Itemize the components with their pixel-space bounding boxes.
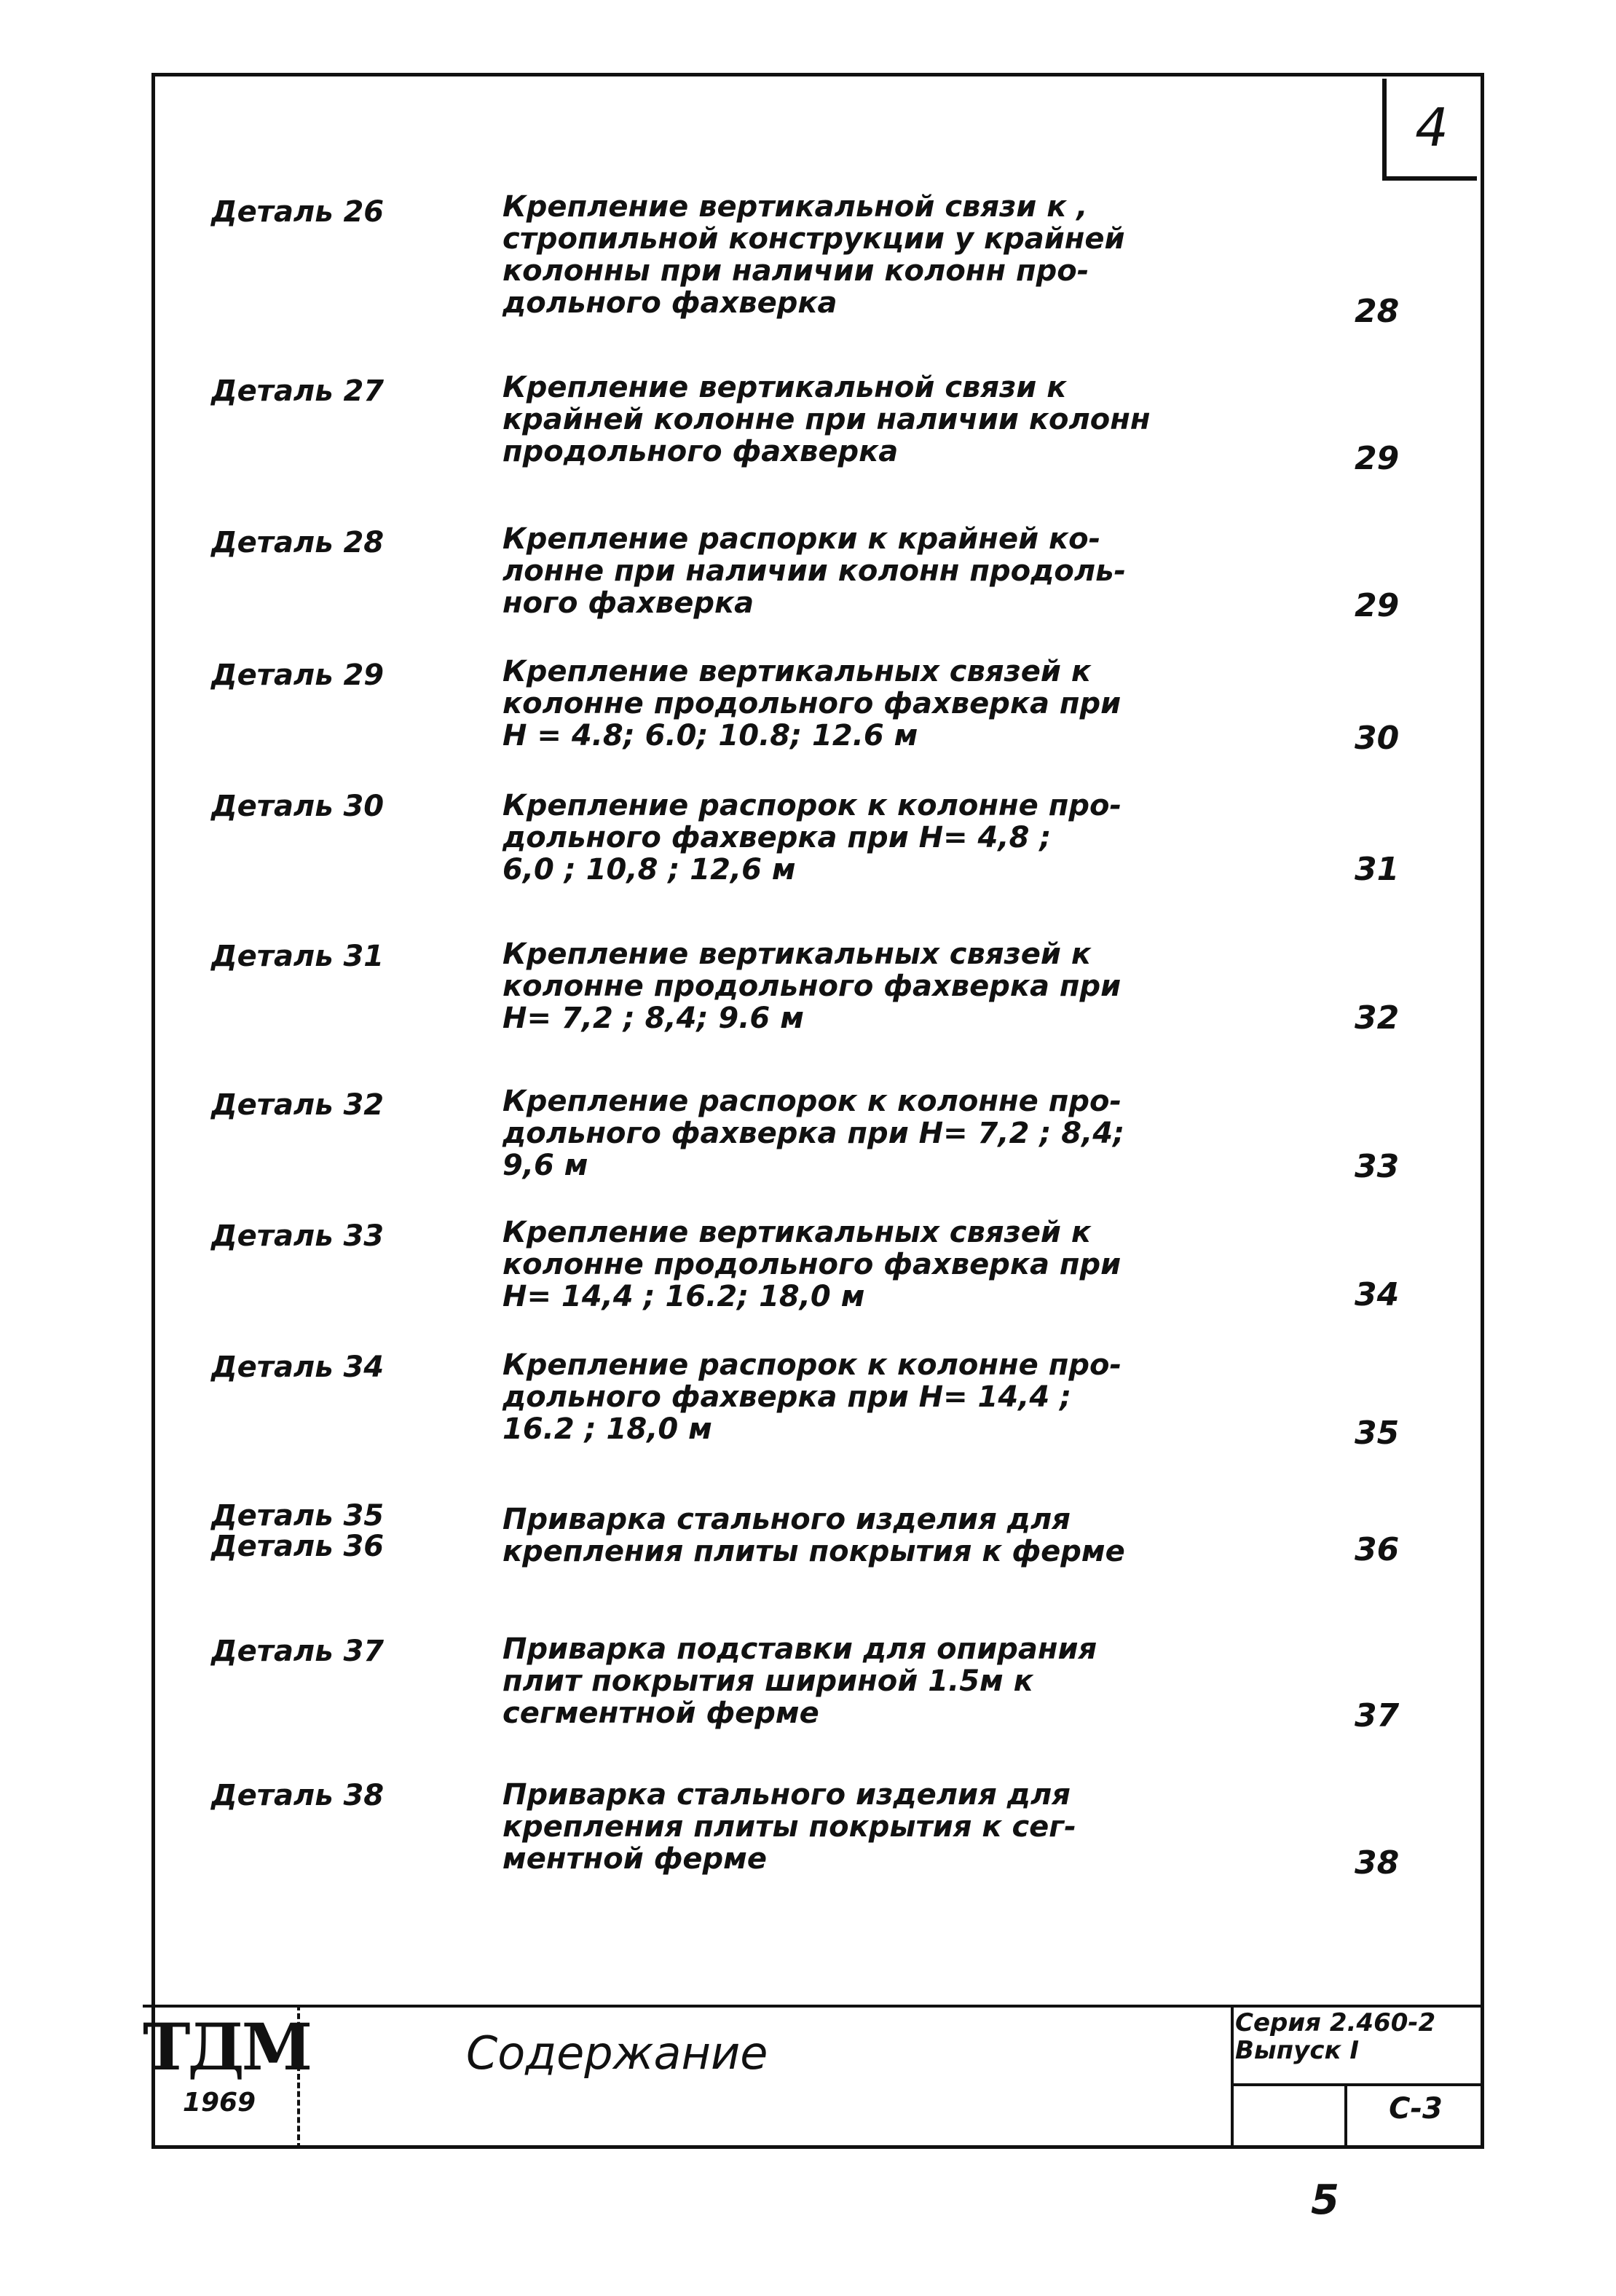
entry-label: Деталь 30 [211,790,385,823]
entry-page-number: 32 [1355,999,1400,1037]
entry-description [502,1085,1311,1182]
entry-line: ного фахверка [502,586,754,620]
entry-line: колонны при наличии колонн про- [502,254,1089,288]
bottom-page-number: 5 [1311,2177,1339,2224]
entry-description [502,1633,1311,1729]
entry-line: Крепление распорок к колонне про- [502,1348,1122,1382]
entry-label: Деталь 26 [211,195,385,229]
entry-line: Крепление вертикальных связей к [502,1216,1091,1249]
logo-year: 1969 [182,2088,256,2118]
series-info [1235,2009,1435,2064]
entry-page-number: 33 [1355,1148,1400,1185]
entry-description [502,790,1311,886]
series-number: Серия 2.460-2 [1235,2008,1436,2037]
entry-line: Н= 7,2 ; 8,4; 9.6 м [502,1002,804,1035]
entry-line: 6,0 ; 10,8 ; 12,6 м [502,853,796,886]
entry-page-number: 30 [1355,720,1400,757]
entry-line: колонне продольного фахверка при [502,970,1122,1003]
entry-page-number: 29 [1355,587,1400,624]
entry-line: продольного фахверка [502,435,899,468]
entry-line: Крепление вертикальных связей к [502,937,1091,971]
entry-label: Деталь 27 [211,374,385,408]
entry-line: Крепление распорок к колонне про- [502,1085,1122,1118]
entry-description [502,1216,1311,1313]
entry-line: сегментной ферме [502,1697,819,1730]
entry-line: Н = 4.8; 6.0; 10.8; 12.6 м [502,719,918,752]
entry-page-number: 31 [1355,851,1400,888]
entry-label: Деталь 38 [211,1779,385,1812]
entry-description [502,371,1311,468]
entry-line: колонне продольного фахверка при [502,687,1122,720]
entry-page-number: 38 [1355,1844,1400,1882]
sheet-number: 4 [1382,79,1477,181]
entry-line: 16.2 ; 18,0 м [502,1412,712,1446]
entry-label: Деталь 31 [211,940,385,973]
entry-label: Деталь 35 Деталь 36 [211,1499,385,1563]
entry-page-number: 28 [1355,293,1400,330]
entry-line: Приварка стального изделия для [502,1778,1071,1812]
title-block-divider [1231,2005,1234,2149]
entry-description [502,1349,1311,1445]
title-block-divider [1231,2083,1484,2086]
entry-line: Крепление вертикальной связи к [502,371,1067,404]
entry-line: Приварка стального изделия для [502,1503,1071,1536]
entry-line: дольного фахверка при Н= 7,2 ; 8,4; [502,1117,1125,1150]
entry-line: крепления плиты покрытия к ферме [502,1535,1125,1568]
entry-line: крепления плиты покрытия к сег- [502,1810,1076,1844]
entry-label: Деталь 29 [211,658,385,692]
entry-label: Деталь 34 [211,1351,385,1384]
entry-line: 9,6 м [502,1149,588,1182]
entry-line: Крепление распорок к колонне про- [502,789,1122,822]
entry-description [502,191,1311,319]
logo-mark: ТДМ [143,2009,310,2085]
entry-description [502,523,1311,619]
entry-line: стропильной конструкции у крайней [502,222,1125,256]
entry-page-number: 34 [1355,1276,1400,1313]
entry-page-number: 36 [1355,1531,1400,1568]
entry-label: Деталь 37 [211,1635,385,1668]
entry-line: дольного фахверка при Н= 14,4 ; [502,1380,1072,1414]
entry-line: Крепление вертикальной связи к , [502,190,1088,224]
entry-line: Приварка подставки для опирания [502,1632,1097,1666]
entry-line: Крепление распорки к крайней ко- [502,522,1101,556]
entry-description [502,938,1311,1034]
entry-description [502,656,1311,752]
issue-number: Выпуск I [1235,2036,1360,2065]
entry-line: дольного фахверка [502,286,837,320]
entry-line: крайней колонне при наличии колонн [502,403,1151,436]
entry-label: Деталь 28 [211,526,385,559]
organization-logo [143,2009,310,2118]
entry-line: ментной ферме [502,1842,767,1876]
entry-line: колонне продольного фахверка при [502,1248,1122,1281]
entry-line: дольного фахверка при Н= 4,8 ; [502,821,1052,854]
entry-label: Деталь 33 [211,1219,385,1253]
entry-label: Деталь 32 [211,1088,385,1122]
entry-page-number: 35 [1355,1415,1400,1452]
title-block-top-line [143,2005,1484,2008]
entry-line: Крепление вертикальных связей к [502,655,1091,688]
sheet-code: С-3 [1389,2092,1443,2126]
entry-line: плит покрытия шириной 1.5м к [502,1664,1033,1698]
entry-line: Н= 14,4 ; 16.2; 18,0 м [502,1280,865,1313]
entry-line: лонне при наличии колонн продоль- [502,554,1127,588]
entry-page-number: 29 [1355,440,1400,477]
entry-page-number: 37 [1355,1697,1400,1734]
entry-description [502,1779,1311,1875]
entry-description [502,1503,1311,1568]
document-title: Содержание [466,2026,768,2080]
